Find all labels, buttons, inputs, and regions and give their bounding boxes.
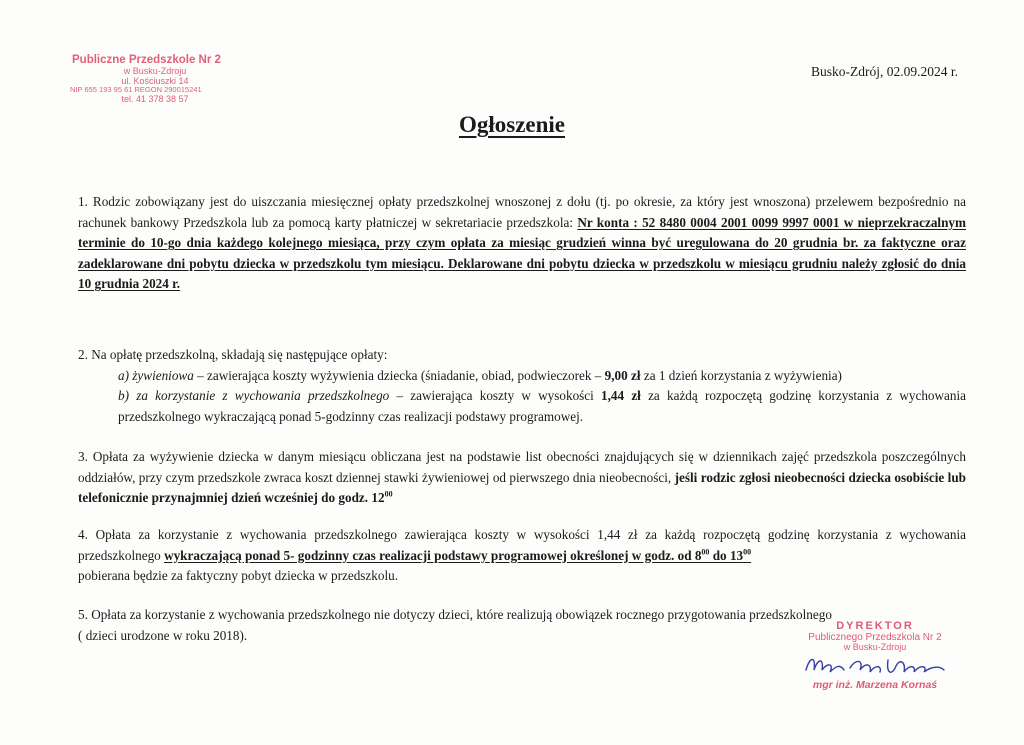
paragraph-3-text: 3. Opłata za wyżywienie dziecka w danym miesiącu obliczana jest na podstawie list obecności znajdujących się w dziennikach zajęć przedszkola poszczególnych oddziałów, przy czym przedszkole zwraca koszt dziennej stawki żywieniowej od pierwszego dnia nieobecności,	[78, 449, 966, 485]
stamp-location: w Busku-Zdroju	[843, 642, 907, 653]
handwritten-signature	[800, 652, 950, 678]
paragraph-4-mid: do 13	[709, 547, 744, 563]
paragraph-4-sup2: 00	[743, 547, 752, 557]
director-stamp	[780, 621, 970, 692]
stamp-street: ul. Kościuszki 14	[121, 75, 189, 86]
fee-a-text: – zawierająca koszty wyżywienia dziecka (śniadanie, obiad, podwieczorek –	[193, 367, 605, 383]
fee-b-label: b) za korzystanie z wychowania przedszkolnego	[118, 388, 390, 403]
stamp-institution: Publicznego Przedszkola Nr 2	[808, 631, 942, 643]
fee-b-price: 1,44 zł	[601, 388, 641, 403]
paragraph-2-intro: 2. Na opłatę przedszkolną, składają się następujące opłaty:	[78, 347, 388, 362]
stamp-ids: NIP 655 193 95 61 REGON 290015241	[70, 85, 202, 95]
fee-b-end: za każdą rozpoczętą godzinę korzystania z wychowania przedszkolnego wykraczającą ponad 5-godzinny czas realizacji podstawy programowej.	[118, 388, 966, 424]
paragraph-5-text: 5. Opłata za korzystanie z wychowania przedszkolnego nie dotyczy dzieci, które realizują obowiązek rocznego przygotowania przedszkolnego	[78, 607, 832, 622]
stamp-name: Publiczne Przedszkole Nr 2	[72, 54, 221, 66]
fee-a-label: a) żywieniowa	[118, 367, 194, 383]
account-number-notice: Nr konta : 52 8480 0004 2001 0099 9997 0001 w nieprzekraczalnym terminie do 10-go dnia każdego kolejnego miesiąca, przy czym opłata za miesiąc grudzień winna być uregulowana do 20 grudnia br. za faktyczne oraz zadeklarowane dni pobytu dziecka w przedszkolu tym miesiącu. Deklarowane dni pobytu dziecka w przedszkolu w miesiącu grudniu należy zgłosić do dnia 10 grudnia 2024 r.	[78, 214, 966, 291]
paragraph-4-text: 4. Opłata za korzystanie z wychowania przedszkolnego zawierająca koszty w wysokości 1,44 zł za każdą rozpoczętą godzinę korzystania z wychowania przedszkolnego	[78, 527, 966, 563]
paragraph-4-bold-text: wykraczającą ponad 5- godzinny czas realizacji podstawy programowej określonej w godz. od 8	[164, 547, 702, 563]
stamp-city: w Busku-Zdroju	[123, 65, 187, 76]
fee-a-price: 9,00 zł	[604, 367, 641, 383]
paragraph-1-intro: 1. Rodzic zobowiązany jest do uiszczania miesięcznej opłaty przedszkolnej wnoszonej z dołu (tj. po okresie, za który jest wnoszona) przelewem bezpośrednio na rachunek bankowy Przedszkola lub za pomocą karty płatniczej w sekretariacie przedszkola:	[78, 194, 966, 230]
paragraph-1	[78, 192, 966, 295]
paragraph-4	[78, 525, 966, 587]
paragraph-3-bold: jeśli rodzic zgłosi nieobecności dziecka osobiście lub telefonicznie przynajmniej dzień wcześniej do godz. 12	[78, 469, 966, 505]
paragraph-4-sup1: 00	[701, 547, 710, 557]
director-name: mgr inż. Marzena Kornaś	[812, 679, 938, 692]
fee-item-a	[78, 366, 966, 387]
fee-item-b	[78, 386, 966, 427]
paragraph-3	[78, 447, 966, 509]
paragraph-4-bold	[164, 548, 751, 563]
paragraph-4-end: pobierana będzie za faktyczny pobyt dziecka w przedszkolu.	[78, 568, 399, 583]
page-title: Ogłoszenie	[458, 112, 566, 137]
paragraph-5-line2: ( dzieci urodzone w roku 2018).	[78, 627, 248, 643]
stamp-phone: tel. 41 378 38 57	[121, 93, 189, 104]
place-date: Busko-Zdrój, 02.09.2024 r.	[811, 64, 958, 79]
paragraph-2	[78, 345, 966, 427]
paragraph-3-sup: 00	[384, 489, 393, 499]
fee-a-end: za 1 dzień korzystania z wyżywienia)	[640, 367, 842, 383]
stamp-role: DYREKTOR	[836, 620, 914, 632]
institution-stamp	[70, 54, 240, 105]
fee-b-text: – zawierająca koszty w wysokości	[389, 388, 602, 403]
